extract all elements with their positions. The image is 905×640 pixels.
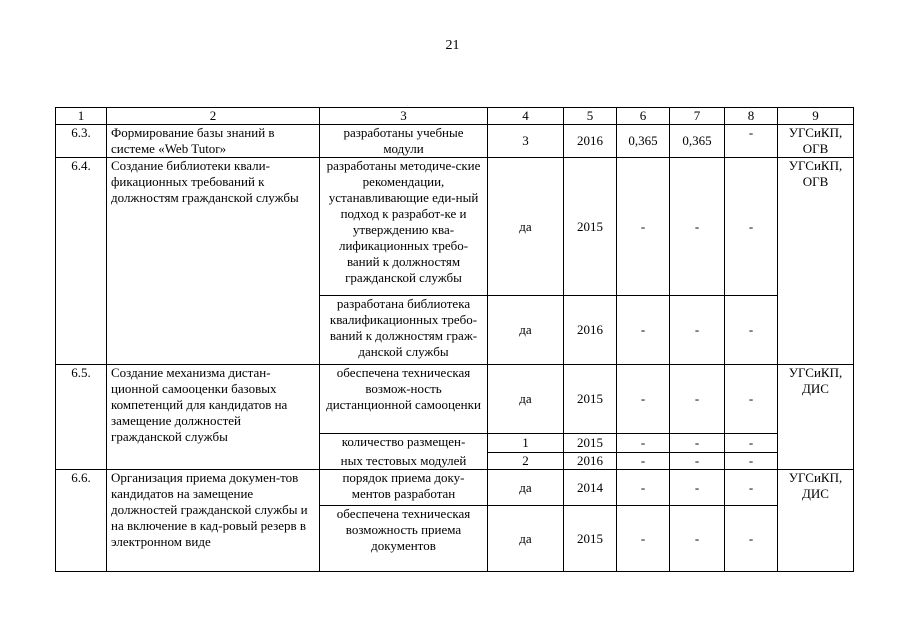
header-cell: 3 <box>320 108 488 125</box>
header-cell: 7 <box>670 108 725 125</box>
cell-value: - <box>670 296 725 365</box>
cell-year: 2016 <box>564 453 617 470</box>
cell-value: да <box>488 158 564 296</box>
page-number: 21 <box>445 38 460 53</box>
cell-value: - <box>617 296 670 365</box>
cell-value: - <box>617 470 670 506</box>
cell-value: - <box>725 434 778 453</box>
cell-value: 1 <box>488 434 564 453</box>
cell-value: - <box>617 434 670 453</box>
header-cell: 4 <box>488 108 564 125</box>
cell-value: - <box>617 365 670 434</box>
cell-value: да <box>488 365 564 434</box>
table-row <box>56 365 854 434</box>
item-indicator: обеспечена техническая возможность приема документов <box>320 506 488 572</box>
cell-year: 2016 <box>564 125 617 158</box>
responsible: УГСиКП, ОГВ <box>778 158 854 365</box>
item-indicator: разработаны методиче-ские рекомендации, устанавливающие еди-ный подход к разработ-ке и утверждению ква-лификационных требо-ваний к должностям гражданской службы <box>320 158 488 296</box>
table-row <box>56 158 854 296</box>
item-number: 6.4. <box>56 158 107 365</box>
cell-value: 0,365 <box>617 125 670 158</box>
cell-value: 3 <box>488 125 564 158</box>
item-indicator: ных тестовых модулей <box>320 453 488 470</box>
item-indicator: количество размещен- <box>320 434 488 453</box>
cell-value: 0,365 <box>670 125 725 158</box>
cell-value: - <box>670 158 725 296</box>
cell-value: - <box>725 158 778 296</box>
cell-value: 2 <box>488 453 564 470</box>
item-indicator: разработаны учебные модули <box>320 125 488 158</box>
responsible: УГСиКП, ДИС <box>778 470 854 572</box>
header-cell: 9 <box>778 108 854 125</box>
cell-value: да <box>488 470 564 506</box>
header-row <box>56 108 854 125</box>
header-cell: 5 <box>564 108 617 125</box>
item-number: 6.6. <box>56 470 107 572</box>
cell-value: - <box>670 470 725 506</box>
cell-value: - <box>725 125 778 158</box>
responsible: УГСиКП, ДИС <box>778 365 854 470</box>
cell-value: да <box>488 506 564 572</box>
cell-year: 2016 <box>564 296 617 365</box>
table-row <box>56 470 854 506</box>
item-name: Создание библиотеки квали-фикационных требований к должностям гражданской службы <box>107 158 320 365</box>
cell-value: да <box>488 296 564 365</box>
cell-value: - <box>725 470 778 506</box>
cell-value: - <box>725 506 778 572</box>
cell-value: - <box>617 158 670 296</box>
cell-year: 2015 <box>564 158 617 296</box>
cell-value: - <box>725 296 778 365</box>
item-name: Формирование базы знаний в системе «Web Tutor» <box>107 125 320 158</box>
cell-year: 2015 <box>564 434 617 453</box>
cell-value: - <box>617 453 670 470</box>
cell-value: - <box>670 506 725 572</box>
cell-value: - <box>670 434 725 453</box>
cell-value: - <box>725 453 778 470</box>
item-indicator: разработана библиотека квалификационных требо-ваний к должностям граж-данской службы <box>320 296 488 365</box>
header-cell: 1 <box>56 108 107 125</box>
item-indicator: обеспечена техническая возмож-ность дистанционной самооценки <box>320 365 488 434</box>
plan-table <box>55 107 854 572</box>
header-cell: 2 <box>107 108 320 125</box>
item-name: Создание механизма дистан-ционной самооценки базовых компетенций для кандидатов на замещение должностей гражданской службы <box>107 365 320 470</box>
header-cell: 6 <box>617 108 670 125</box>
cell-year: 2015 <box>564 506 617 572</box>
cell-value: - <box>725 365 778 434</box>
table-row <box>56 125 854 158</box>
cell-year: 2015 <box>564 365 617 434</box>
responsible: УГСиКП, ОГВ <box>778 125 854 158</box>
item-number: 6.3. <box>56 125 107 158</box>
cell-value: - <box>670 453 725 470</box>
item-number: 6.5. <box>56 365 107 470</box>
cell-value: - <box>670 365 725 434</box>
header-cell: 8 <box>725 108 778 125</box>
item-name: Организация приема докумен-тов кандидатов на замещение должностей гражданской службы и на включение в кад-ровый резерв в электронном виде <box>107 470 320 572</box>
cell-value: - <box>617 506 670 572</box>
item-indicator: порядок приема доку-ментов разработан <box>320 470 488 506</box>
cell-year: 2014 <box>564 470 617 506</box>
